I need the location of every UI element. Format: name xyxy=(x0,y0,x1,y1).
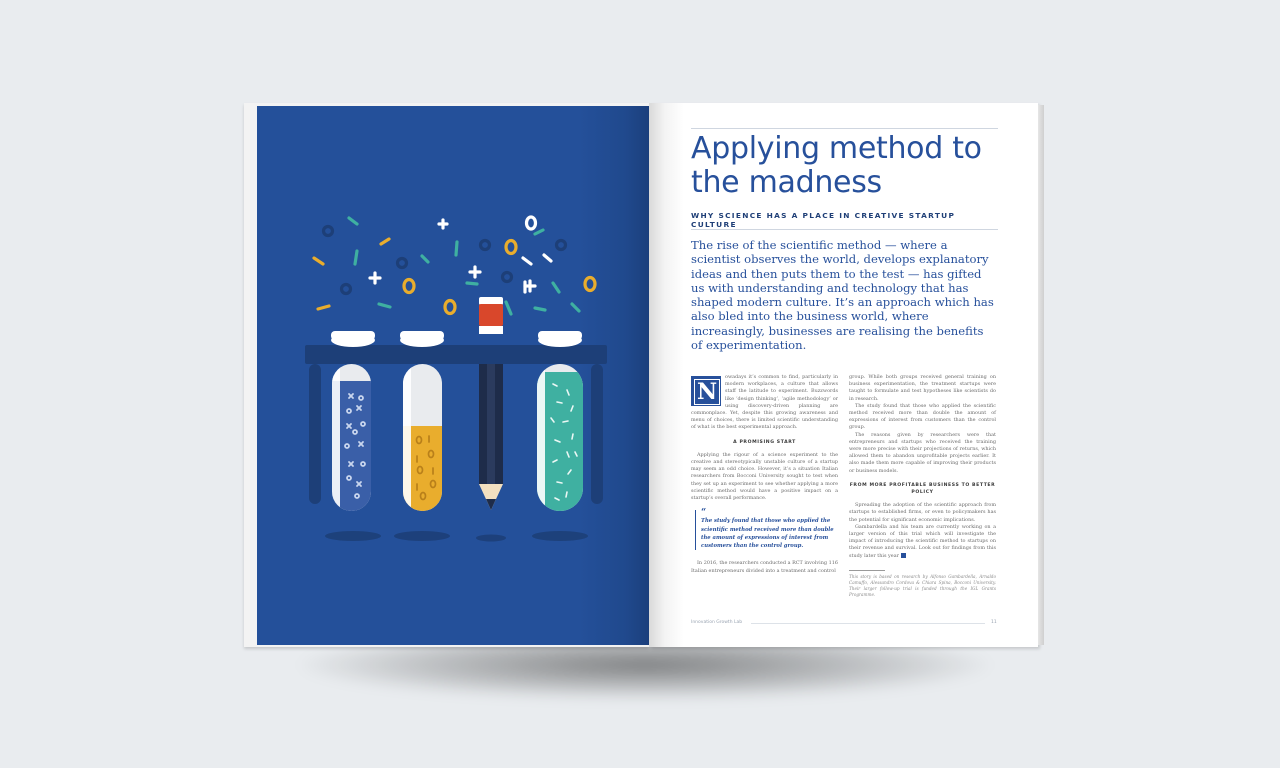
title-line-2: the madness xyxy=(691,165,882,200)
article-subtitle: WHY SCIENCE HAS A PLACE IN CREATIVE STARTUP CULTURE xyxy=(691,211,956,229)
pull-quote xyxy=(695,510,838,550)
left-page xyxy=(244,103,649,647)
body-paragraph: The study found that those who applied the scientific method received more than double the amount of expressions of interest from customers than the control group. xyxy=(849,402,996,431)
article-column-2 xyxy=(849,374,996,598)
drop-cap-letter: N xyxy=(694,379,720,405)
pull-quote-text: The study found that those who applied the scientific method received more than double the amount of expressions of interest from customers than the control group. xyxy=(701,518,834,550)
confetti-icon xyxy=(314,217,595,314)
footnote-rule xyxy=(849,570,885,571)
magazine-spread xyxy=(244,103,1038,647)
body-paragraph xyxy=(849,524,996,560)
page-number: 11 xyxy=(991,620,997,625)
illustration-panel xyxy=(257,106,649,645)
footer-rule xyxy=(751,623,985,624)
section-heading: FROM MORE PROFITABLE BUSINESS TO BETTER POLICY xyxy=(849,482,996,496)
body-paragraph: In 2016, the researchers conducted a RCT involving 116 Italian entrepreneurs divided into a treatment and control xyxy=(691,560,838,574)
footnote: This story is based on research by Alfonso Gambardella, Arnaldo Camuffo, Alessandro Cordova & Chiara Spina, Bocconi University. Their larger follow-up trial is funded through the IGL Grants Programme. xyxy=(849,573,996,597)
end-mark-icon xyxy=(901,553,906,558)
article xyxy=(691,103,998,647)
closing-text: Gambardella and his team are currently working on a larger version of this trial which will investigate the impact of introducing the scientific method to startups on their revenue and survival. Look out for findings from this study later this year xyxy=(849,523,996,559)
body-paragraph: group. While both groups received general training on business experimentation, the treatment startups were taught to formulate and test hypotheses like scientists do in research. xyxy=(849,374,996,402)
subtitle-rule xyxy=(691,229,998,230)
article-title xyxy=(691,132,998,200)
body-paragraph: owadays it’s common to find, particularly in modern workplaces, a culture that allows staff the latitude to experiment. Buzzwords like ‘design thinking’, ‘agile methodology’ or using discovery-driven planning are commonplace. Yet, despite this growing awareness and menu of choices, there is limited scientific understanding of what is the best experimental approach. xyxy=(691,374,838,431)
title-line-1: Applying method to xyxy=(691,131,982,166)
pencil-icon xyxy=(479,297,503,510)
footer-publication: Innovation Growth Lab xyxy=(691,620,743,625)
drop-cap xyxy=(691,376,721,406)
body-paragraph: Spreading the adoption of the scientific approach from startups to established firms, or even to policymakers has the potential for significant economic implications. xyxy=(849,502,996,523)
test-tube-icon xyxy=(537,364,583,522)
section-heading: A PROMISING START xyxy=(733,439,796,445)
body-paragraph: Applying the rigour of a science experiment to the creative and stereotypically unstable culture of a startup may seem an odd choice. However, it’s a situation Italian researchers from Bocconi University sought to test when they set up an experiment to see whether applying a more scientific method would have a positive impact on a startup’s overall performance. xyxy=(691,451,838,502)
article-column-1 xyxy=(691,374,838,575)
test-tube-icon xyxy=(403,364,442,526)
top-rule xyxy=(691,128,998,129)
intro-paragraph: The rise of the scientific method — where a scientist observes the world, develops explanatory ideas and then puts them to the test — has gifted us with understanding and technology that has shaped modern culture. It’s an approach which has also bled into the business world, where increasingly, businesses are realising the benefits of experimentation. xyxy=(691,238,994,353)
test-tube-icon xyxy=(332,364,371,521)
lab-illustration xyxy=(257,106,649,645)
body-paragraph: The reasons given by researchers were that entrepreneurs and startups who received the training were more precise with their projections of returns, which allowed them to abandon unprofitable projects earlier. It also made them more capable of improving their products or business models. xyxy=(849,431,996,474)
page-edge xyxy=(1038,105,1044,645)
quote-mark-icon: “ xyxy=(701,508,707,519)
